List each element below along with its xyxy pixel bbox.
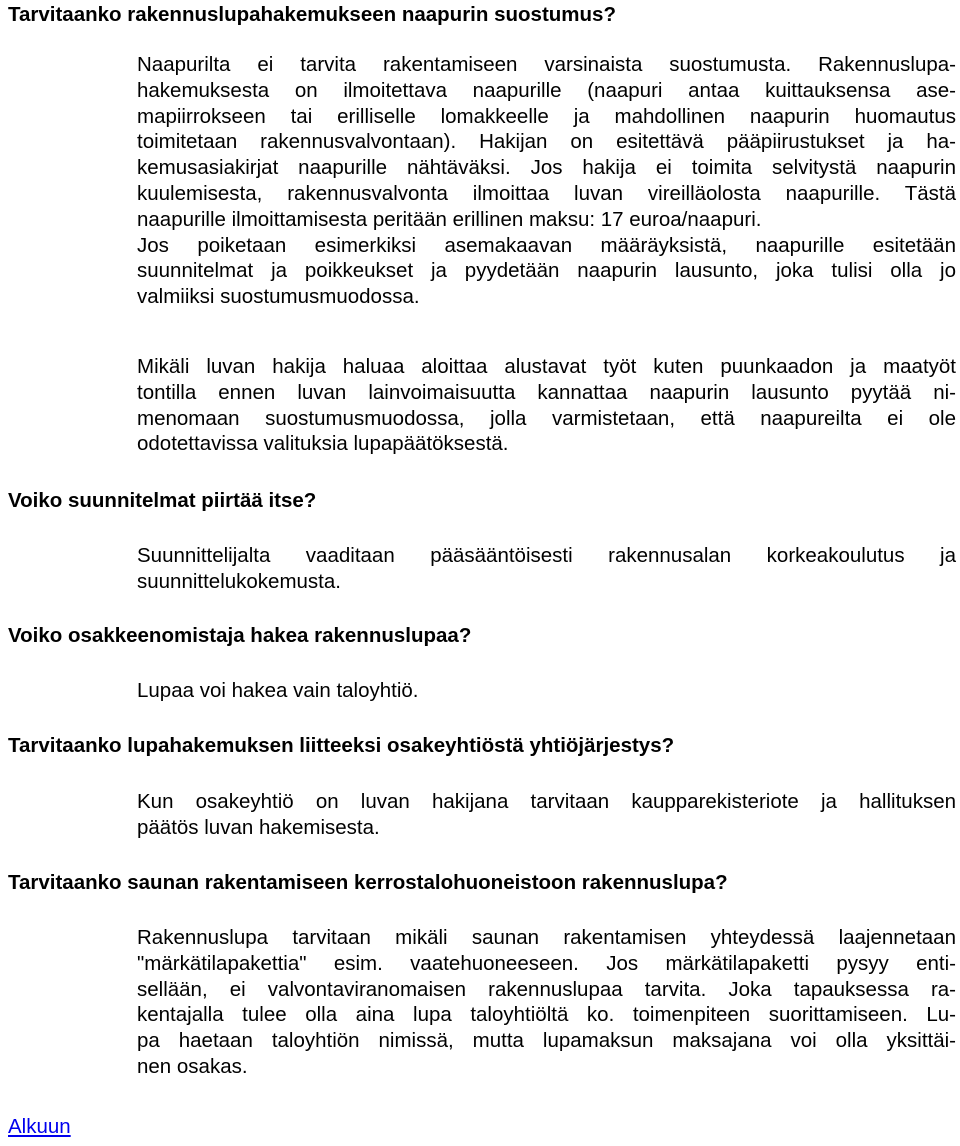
text-line: valmiiksi suostumusmuodossa. [137,285,420,309]
text-line: sellään, ei valvontaviranomaisen rakennuslupaa tarvita. Joka tapauksessa ra- [137,977,956,1001]
text-line: nen osakas. [137,1054,248,1078]
paragraph-sauna-permit [137,925,956,1080]
text-line: toimitetaan rakennusvalvontaan). Hakijan on esitettävä pääpiirustukset ja ha- [137,130,956,154]
text-line: Mikäli luvan hakija haluaa aloittaa alustavat työt kuten puunkaadon ja maatyöt [137,355,956,378]
text-line: naapurille ilmoittamisesta peritään erillinen maksu: 17 euroa/naapuri. [137,207,762,231]
text-line: Jos poiketaan esimerkiksi asemakaavan määräyksistä, naapurille esitetään [137,233,956,257]
text-line: Naapurilta ei tarvita rakentamiseen varsinaista suostumusta. Rakennuslupa- [137,53,956,76]
text-line: päätös luvan hakemisesta. [137,815,380,839]
text-line: Lupaa voi hakea vain taloyhtiö. [137,679,419,702]
text-line: Rakennuslupa tarvitaan mikäli saunan rakentamisen yhteydessä laajennetaan [137,926,956,949]
text-line: suunnitelmat ja poikkeukset ja pyydetään naapurin lausunto, joka tulisi olla jo [137,259,956,283]
paragraph-articles-of-association [137,789,956,841]
heading-articles-of-association: Tarvitaanko lupahakemuksen liitteeksi osakeyhtiöstä yhtiöjärjestys? [8,734,675,757]
text-line: suunnittelukokemusta. [137,569,341,593]
heading-shareholder-permit: Voiko osakkeenomistaja hakea rakennuslupaa? [8,624,472,647]
heading-sauna-permit: Tarvitaanko saunan rakentamiseen kerrostalohuoneistoon rakennuslupa? [8,871,728,894]
text-line: "märkätilapakettia" esim. vaatehuoneeseen. Jos märkätilapaketti pysyy enti- [137,951,956,975]
paragraph-neighbor-consent-2 [137,354,956,457]
text-line: kentajalla tulee olla aina lupa taloyhtiöltä ko. toimenpiteen suorittamiseen. Lu- [137,1003,956,1027]
text-line: Kun osakeyhtiö on luvan hakijana tarvitaan kaupparekisteriote ja hallituksen [137,790,956,813]
text-line: Suunnittelijalta vaaditaan pääsääntöisesti rakennusalan korkeakoulutus ja [137,544,956,567]
text-line: pa haetaan taloyhtiön nimissä, mutta lupamaksun maksajana voi olla yksittäi- [137,1029,956,1053]
text-line: kemusasiakirjat naapurille nähtäväksi. Jos hakija ei toimita selvitystä naapurin [137,156,956,180]
text-line: mapiirrokseen tai erilliselle lomakkeelle ja mahdollinen naapurin huomautus [137,104,956,128]
paragraph-draw-plans-yourself [137,543,956,595]
paragraph-shareholder-permit [137,678,956,704]
text-line: odotettavissa valituksia lupapäätöksestä. [137,432,509,456]
heading-neighbor-consent: Tarvitaanko rakennuslupahakemukseen naapurin suostumus? [8,3,616,26]
text-line: menomaan suostumusmuodossa, jolla varmistetaan, että naapureilta ei ole [137,406,956,430]
text-line: kuulemisesta, rakennusvalvonta ilmoittaa luvan vireilläolosta naapurille. Tästä [137,181,956,205]
text-line: tontilla ennen luvan lainvoimaisuutta kannattaa naapurin lausunto pyytää ni- [137,380,956,404]
back-to-top-link[interactable]: Alkuun [8,1115,71,1138]
paragraph-neighbor-consent-1 [137,52,956,310]
text-line: hakemuksesta on ilmoitettava naapurille (naapuri antaa kuittauksensa ase- [137,78,956,102]
heading-draw-plans-yourself: Voiko suunnitelmat piirtää itse? [8,489,317,512]
